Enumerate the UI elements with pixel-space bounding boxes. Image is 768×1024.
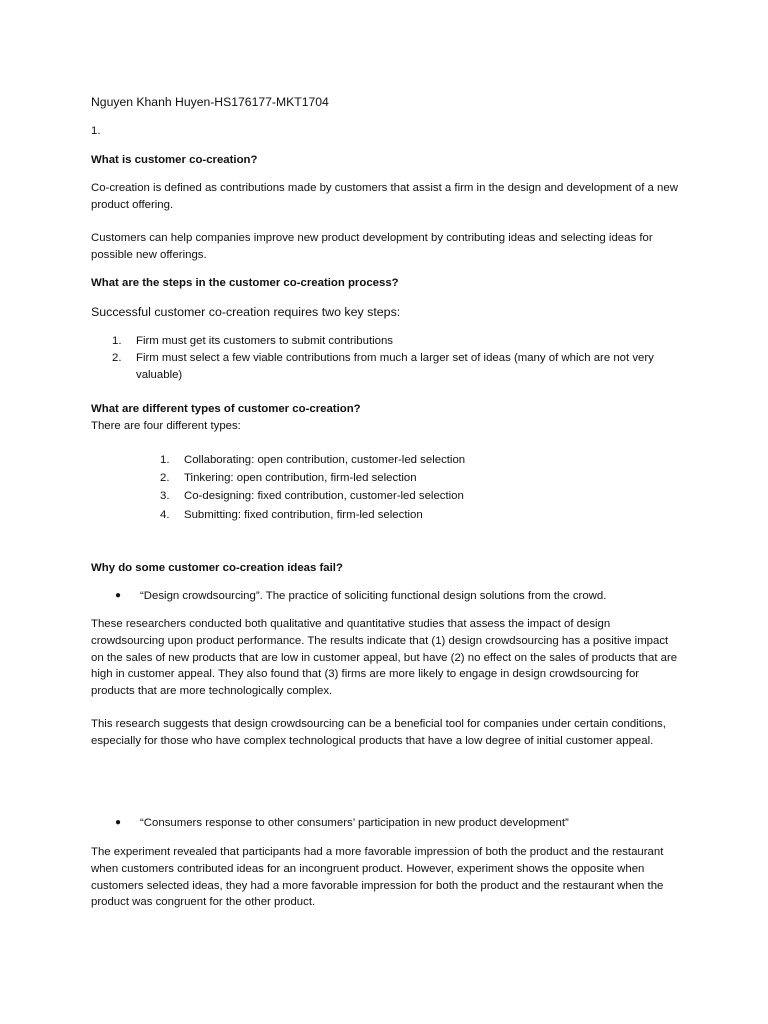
list-item bbox=[112, 333, 677, 350]
list-item bbox=[160, 507, 680, 524]
paragraph-cocreation-definition: Co-creation is defined as contributions made by customers that assist a firm in the design and development of a new product offering. bbox=[91, 182, 678, 211]
list-number: 2. bbox=[112, 352, 122, 364]
heading-cocreation-steps: What are the steps in the customer co-creation process? bbox=[91, 277, 399, 289]
list-text: Firm must select a few viable contributions from much a larger set of ideas (many of which are not very valuable) bbox=[136, 352, 654, 381]
bullet-dot-icon: ● bbox=[115, 590, 122, 601]
list-number: 2. bbox=[160, 472, 170, 484]
list-text: Collaborating: open contribution, customer-led selection bbox=[184, 454, 466, 466]
paragraph-cocreation-benefit: Customers can help companies improve new product development by contributing ideas and selecting ideas for possible new offerings. bbox=[91, 232, 653, 261]
paragraph-crowdsourcing-suggestion: This research suggests that design crowdsourcing can be a beneficial tool for companies under certain conditions, especially for those who have complex technological products that have a low degree of initial customer appeal. bbox=[91, 718, 666, 747]
list-number: 1. bbox=[112, 335, 122, 347]
list-item bbox=[160, 488, 680, 505]
heading-what-is-cocreation: What is customer co-creation? bbox=[91, 154, 258, 166]
list-item bbox=[160, 452, 680, 469]
question-number: 1. bbox=[91, 125, 101, 137]
list-number: 1. bbox=[160, 454, 170, 466]
list-number: 3. bbox=[160, 490, 170, 502]
list-text: Firm must get its customers to submit contributions bbox=[136, 335, 394, 347]
bullet-dot-icon: ● bbox=[115, 817, 122, 828]
bullet-text: “Consumers response to other consumers’ participation in new product development” bbox=[140, 817, 569, 829]
paragraph-experiment-results: The experiment revealed that participants had a more favorable impression of both the product and the restaurant when customers contributed ideas for an incongruent product. However, experiment shows the opposite when customers selected ideas, they had a more favorable impression for both the product and the restaurant when the product was congruent for the other product. bbox=[91, 846, 664, 909]
paragraph-crowdsourcing-study: These researchers conducted both qualitative and quantitative studies that assess the impact of design crowdsourcing upon product performance. The results indicate that (1) design crowdsourcing has a positive impact on the sales of new products that are low in customer appeal, but have (2) no effect on the sales of products that are high in customer appeal. They also found that (3) firms are more likely to engage in design crowdsourcing for products that are more technologically complex. bbox=[91, 618, 678, 698]
list-text: Tinkering: open contribution, firm-led selection bbox=[184, 472, 417, 484]
list-item bbox=[112, 350, 677, 384]
list-number: 4. bbox=[160, 509, 170, 521]
list-text: Submitting: fixed contribution, firm-led selection bbox=[184, 509, 423, 521]
list-text: Co-designing: fixed contribution, customer-led selection bbox=[184, 490, 464, 502]
heading-cocreation-types: What are different types of customer co-creation? bbox=[91, 403, 361, 415]
subheading-two-key-steps: Successful customer co-creation requires two key steps: bbox=[91, 305, 401, 319]
heading-why-ideas-fail: Why do some customer co-creation ideas fail? bbox=[91, 562, 343, 574]
author-line: Nguyen Khanh Huyen-HS176177-MKT1704 bbox=[91, 95, 329, 109]
types-intro: There are four different types: bbox=[91, 420, 241, 432]
list-item bbox=[160, 470, 680, 487]
bullet-text: “Design crowdsourcing”. The practice of soliciting functional design solutions from the crowd. bbox=[140, 590, 607, 602]
